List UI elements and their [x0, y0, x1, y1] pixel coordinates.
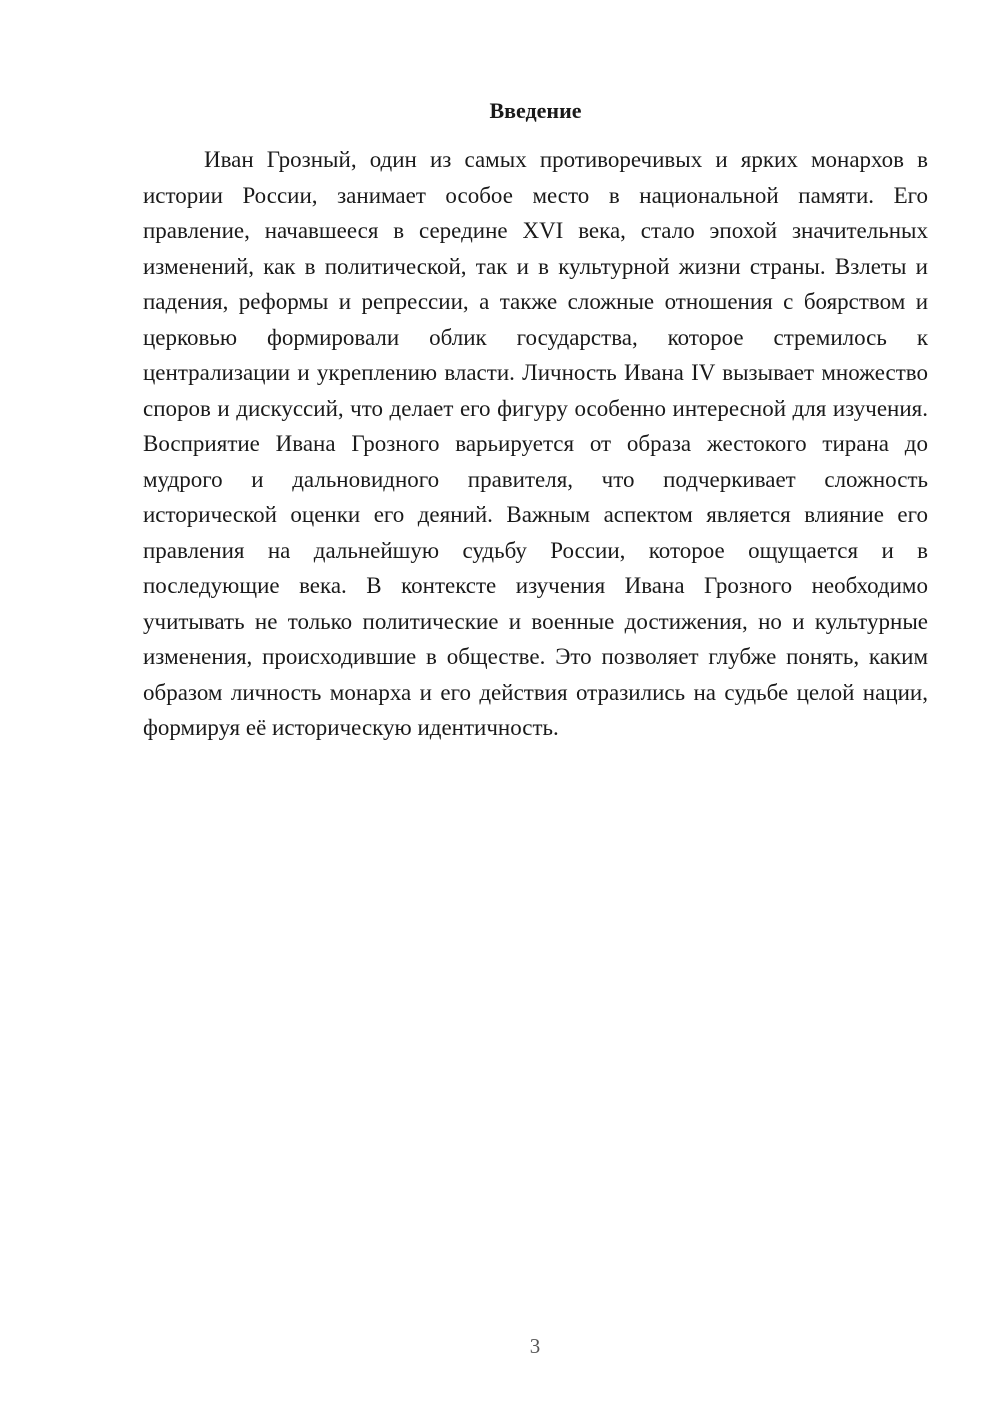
body-paragraph: Иван Грозный, один из самых противоречивых и ярких монархов в истории России, занимает особое место в национальной памяти. Его правление, начавшееся в середине XVI века, стало эпохой значительных изменений, как в политической, так и в культурной жизни страны. Взлеты и падения, реформы и репрессии, а также сложные отношения с боярством и церковью формировали облик государства, которое стремилось к централизации и укреплению власти. Личность Ивана IV вызывает множество споров и дискуссий, что делает его фигуру особенно интересной для изучения. Восприятие Ивана Грозного варьируется от образа жестокого тирана до мудрого и дальновидного правителя, что подчеркивает сложность исторической оценки его деяний. Важным аспектом является влияние его правления на дальнейшую судьбу России, которое ощущается и в последующие века. В контексте изучения Ивана Грозного необходимо учитывать не только политические и военные достижения, но и культурные изменения, происходившие в обществе. Это позволяет глубже понять, каким образом личность монарха и его действия отразились на судьбе целой нации, формируя её историческую идентичность. — [143, 147, 928, 740]
page-number: 3 — [529, 1334, 541, 1358]
section-heading: Введение — [489, 98, 582, 123]
